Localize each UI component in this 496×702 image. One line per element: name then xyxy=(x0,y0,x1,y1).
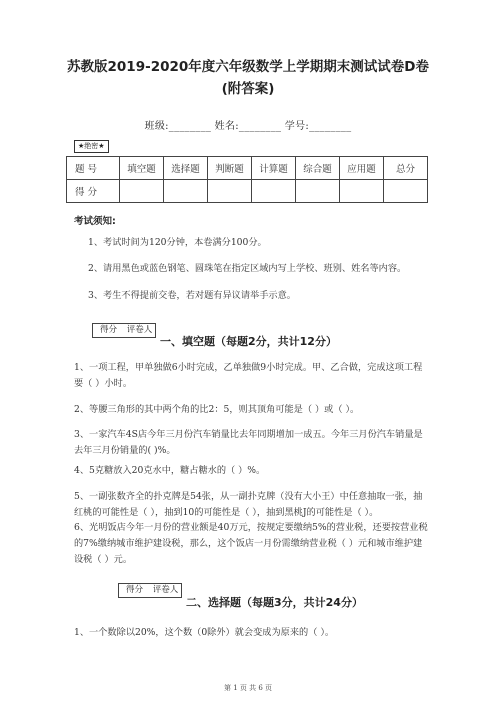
score-cell xyxy=(340,180,384,203)
table-cell: 题 号 xyxy=(67,157,120,180)
note-item: 1、考试时间为120分钟，本卷满分100分。 xyxy=(88,237,267,248)
table-cell: 应用题 xyxy=(340,157,384,180)
table-cell: 选择题 xyxy=(164,157,208,180)
note-item: 3、考生不得提前交卷，若对题有异议请举手示意。 xyxy=(88,290,296,301)
score-cell xyxy=(120,180,164,203)
score-cell xyxy=(208,180,252,203)
score-table xyxy=(66,156,428,203)
question-item: 2、等腰三角形的其中两个角的比2：5，则其顶角可能是（ ）或（ ）。 xyxy=(74,404,360,415)
score-cell xyxy=(296,180,340,203)
table-cell: 总分 xyxy=(384,157,428,180)
note-item: 2、请用黑色或蓝色钢笔、圆珠笔在指定区域内写上学校、班别、姓名等内容。 xyxy=(88,263,407,274)
section-title: 二、选择题（每题3分，共计24分） xyxy=(186,596,363,609)
question-item: 6、光明饭店今年一月份的营业额是40万元，按规定要缴纳5%的营业税，还要按营业税的7%缴纳城市维护建设税，那么，这个饭店一月份需缴纳营业税（ ）元和城市维护建设税（ ）元。 xyxy=(74,522,428,565)
notes-heading: 考试须知: xyxy=(74,216,116,227)
score-table-score-row xyxy=(67,180,428,203)
grader-box xyxy=(118,583,182,598)
grader-reviewer-label: 评卷人 xyxy=(126,325,153,335)
question-item: 1、一项工程，甲单独做6小时完成，乙单独做9小时完成。甲、乙合做，完成这项工程要（ ）小时。 xyxy=(74,362,423,389)
document-title: 苏教版2019-2020年度六年级数学上学期期末测试试卷D卷 (附答案) xyxy=(67,59,429,97)
question-item: 1、一个数除以20%，这个数（0除外）就会变成为原来的（ ）。 xyxy=(74,627,335,638)
score-cell xyxy=(252,180,296,203)
table-cell: 计算题 xyxy=(252,157,296,180)
table-cell: 填空题 xyxy=(120,157,164,180)
question-item: 5、一副张数齐全的扑克牌是54张，从一副扑克牌（没有大小王）中任意抽取一张，抽红桃的可能性是（ ），抽到10的可能性是（ ），抽到黑桃J的可能性是（ ）。 xyxy=(74,491,423,518)
table-cell: 判断题 xyxy=(208,157,252,180)
grader-score-label: 得分 xyxy=(125,585,143,595)
grader-box xyxy=(92,323,156,338)
page-footer: 第 1 页 共 6 页 xyxy=(223,684,273,692)
question-item: 4、5克糖放入20克水中，糖占糖水的（ ）%。 xyxy=(74,465,266,476)
grader-score-label: 得分 xyxy=(99,325,117,335)
score-cell xyxy=(384,180,428,203)
table-cell: 得 分 xyxy=(67,180,120,203)
table-cell: 综合题 xyxy=(296,157,340,180)
score-table-header-row xyxy=(67,157,428,180)
score-cell xyxy=(164,180,208,203)
student-info-line: 班级:________ 姓名:________ 学号:________ xyxy=(144,121,352,132)
question-item: 3、一家汽车4S店今年三月份汽车销量比去年同期增加一成五。今年三月份汽车销量是去年三月份销量的( )%。 xyxy=(74,429,423,456)
section-title: 一、填空题（每题2分，共计12分） xyxy=(160,335,337,348)
grader-reviewer-label: 评卷人 xyxy=(152,585,179,595)
secret-stamp: ★绝密★ xyxy=(74,140,109,153)
